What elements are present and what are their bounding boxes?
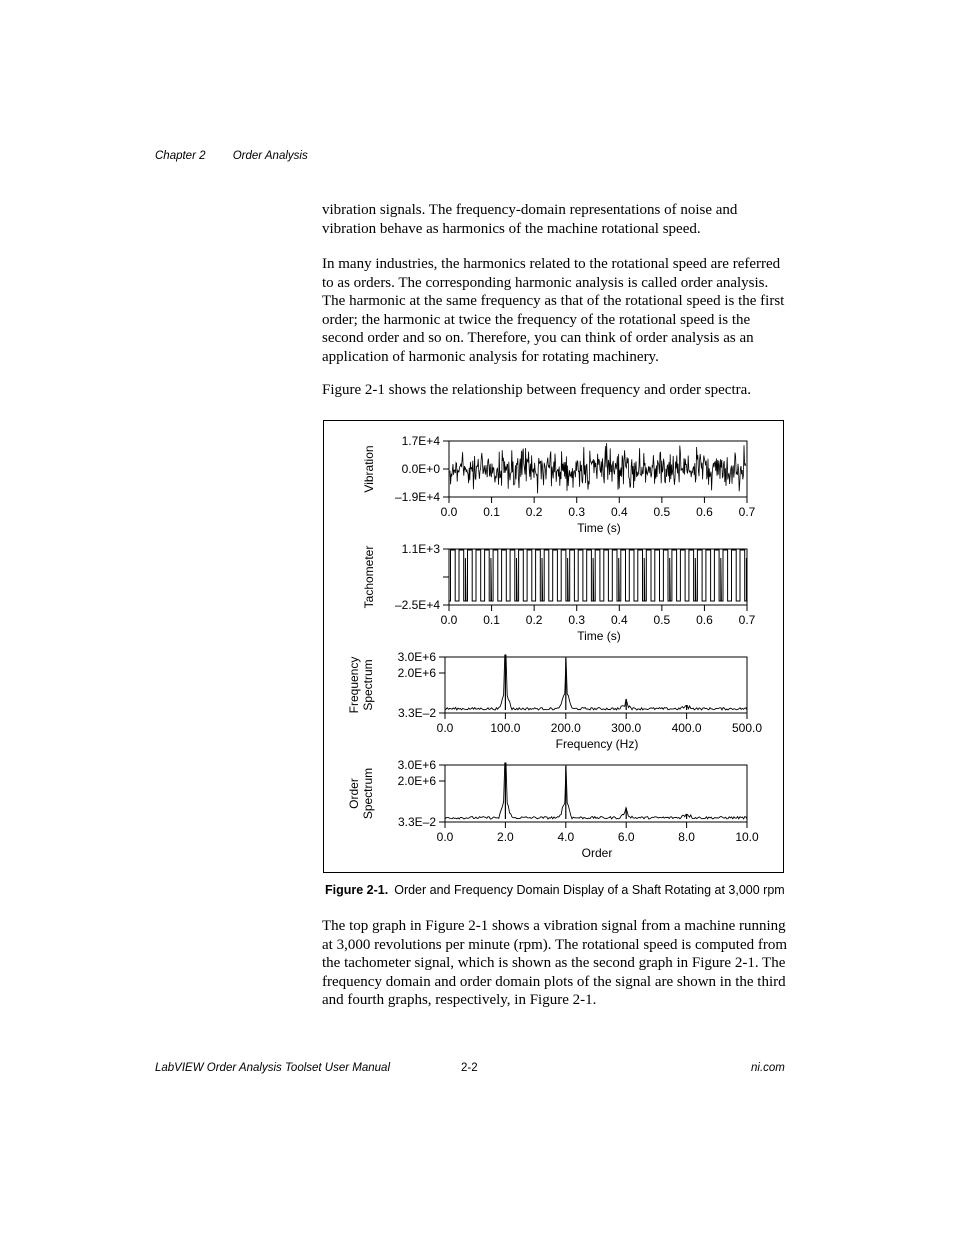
- x-tick-label: 0.6: [696, 505, 713, 519]
- y-axis-label-line1: Frequency: [347, 656, 361, 714]
- x-tick-label: 6.0: [617, 830, 635, 844]
- x-tick-label: 300.0: [611, 721, 642, 735]
- y-tick-label: 3.3E–2: [397, 706, 436, 720]
- x-tick-label: 0.0: [440, 505, 458, 519]
- paragraph-1: [322, 201, 788, 238]
- x-tick-label: 0.1: [483, 505, 500, 519]
- x-tick-label: 0.4: [610, 613, 628, 627]
- y-tick-label: 2.0E+6: [397, 774, 436, 788]
- x-axis-label: Time (s): [577, 521, 621, 535]
- x-tick-label: 0.2: [525, 613, 543, 627]
- x-tick-label: 0.5: [653, 613, 671, 627]
- figure-2-1: [323, 420, 784, 873]
- x-tick-label: 0.4: [610, 505, 628, 519]
- x-tick-label: 0.3: [568, 505, 586, 519]
- x-tick-label: 0.7: [738, 505, 756, 519]
- paragraph-2: [322, 255, 788, 366]
- paragraph-4: [322, 917, 788, 1010]
- x-tick-label: 4.0: [557, 830, 575, 844]
- x-axis-label: Order: [581, 846, 613, 860]
- plot-frame: [445, 657, 747, 713]
- x-tick-label: 0.7: [738, 613, 756, 627]
- y-tick-label: 3.0E+6: [397, 758, 436, 772]
- x-tick-label: 0.5: [653, 505, 671, 519]
- y-tick-label: 1.1E+3: [401, 542, 440, 556]
- y-axis-label-line2: Spectrum: [361, 659, 375, 711]
- vibration-series: [450, 443, 746, 493]
- order-spectrum-series: [445, 763, 747, 819]
- plot-frame: [445, 765, 747, 822]
- x-axis-label: Time (s): [577, 629, 621, 643]
- y-tick-label: 3.0E+6: [397, 650, 436, 664]
- x-tick-label: 100.0: [490, 721, 521, 735]
- x-tick-label: 10.0: [735, 830, 759, 844]
- x-tick-label: 0.0: [436, 721, 454, 735]
- x-tick-label: 0.1: [483, 613, 500, 627]
- section-label: Order Analysis: [232, 150, 308, 162]
- y-tick-label: 3.3E–2: [397, 815, 436, 829]
- footer-website: ni.com: [751, 1062, 785, 1074]
- footer-manual-title: LabVIEW Order Analysis Toolset User Manual: [155, 1062, 390, 1074]
- frequency-spectrum-series: [445, 655, 747, 710]
- x-tick-label: 500.0: [731, 721, 763, 735]
- x-tick-label: 200.0: [550, 721, 581, 735]
- figure-charts: [324, 421, 785, 874]
- x-tick-label: 0.0: [436, 830, 454, 844]
- y-tick-label: –1.9E+4: [394, 490, 440, 504]
- paragraph-text: In many industries, the harmonics related to the rotational speed are referred to as orders. The corresponding harmonic analysis is called order analysis. The harmonic at the same frequency as that of the rotational speed is the first order; the harmonic at twice the frequency of the rotational speed is the second order and so on. Therefore, you can think of order analysis as an application of harmonic analysis for rotating machinery.: [322, 256, 785, 365]
- y-tick-label: 2.0E+6: [397, 666, 436, 680]
- paragraph-3: [322, 381, 788, 400]
- x-tick-label: 8.0: [678, 830, 695, 844]
- chapter-label: Chapter 2: [155, 150, 206, 162]
- paragraph-text: Figure 2-1 shows the relationship between frequency and order spectra.: [322, 382, 752, 398]
- x-tick-label: 0.3: [568, 613, 586, 627]
- x-tick-label: 400.0: [671, 721, 702, 735]
- x-tick-label: 0.0: [440, 613, 458, 627]
- figure-caption: [325, 883, 795, 897]
- y-axis-label-line2: Spectrum: [361, 767, 375, 820]
- paragraph-text: vibration signals. The frequency-domain representations of noise and vibration behave as harmonics of the machine rotational speed.: [322, 202, 738, 237]
- tachometer-series: [449, 550, 747, 601]
- x-tick-label: 0.2: [525, 505, 543, 519]
- x-tick-label: 2.0: [497, 830, 514, 844]
- y-tick-label: 1.7E+4: [401, 434, 440, 448]
- running-head: [155, 150, 308, 162]
- y-axis-label-line1: Order: [347, 778, 361, 809]
- y-tick-label: –2.5E+4: [394, 598, 440, 612]
- paragraph-text: The top graph in Figure 2-1 shows a vibration signal from a machine running at 3,000 revolutions per minute (rpm). The rotational speed is computed from the tachometer signal, which is shown as the second graph in Figure 2-1. The frequency domain and order domain plots of the signal are shown in the third and fourth graphs, respectively, in Figure 2-1.: [322, 918, 788, 1008]
- y-axis-label: Vibration: [362, 445, 376, 493]
- footer-page-number: 2-2: [461, 1062, 478, 1074]
- y-axis-label: Tachometer: [362, 545, 376, 609]
- x-axis-label: Frequency (Hz): [555, 737, 639, 751]
- x-tick-label: 0.6: [696, 613, 713, 627]
- caption-label: Figure 2-1.: [325, 883, 389, 897]
- caption-text: Order and Frequency Domain Display of a Shaft Rotating at 3,000 rpm: [394, 883, 785, 897]
- y-tick-label: 0.0E+0: [401, 462, 440, 476]
